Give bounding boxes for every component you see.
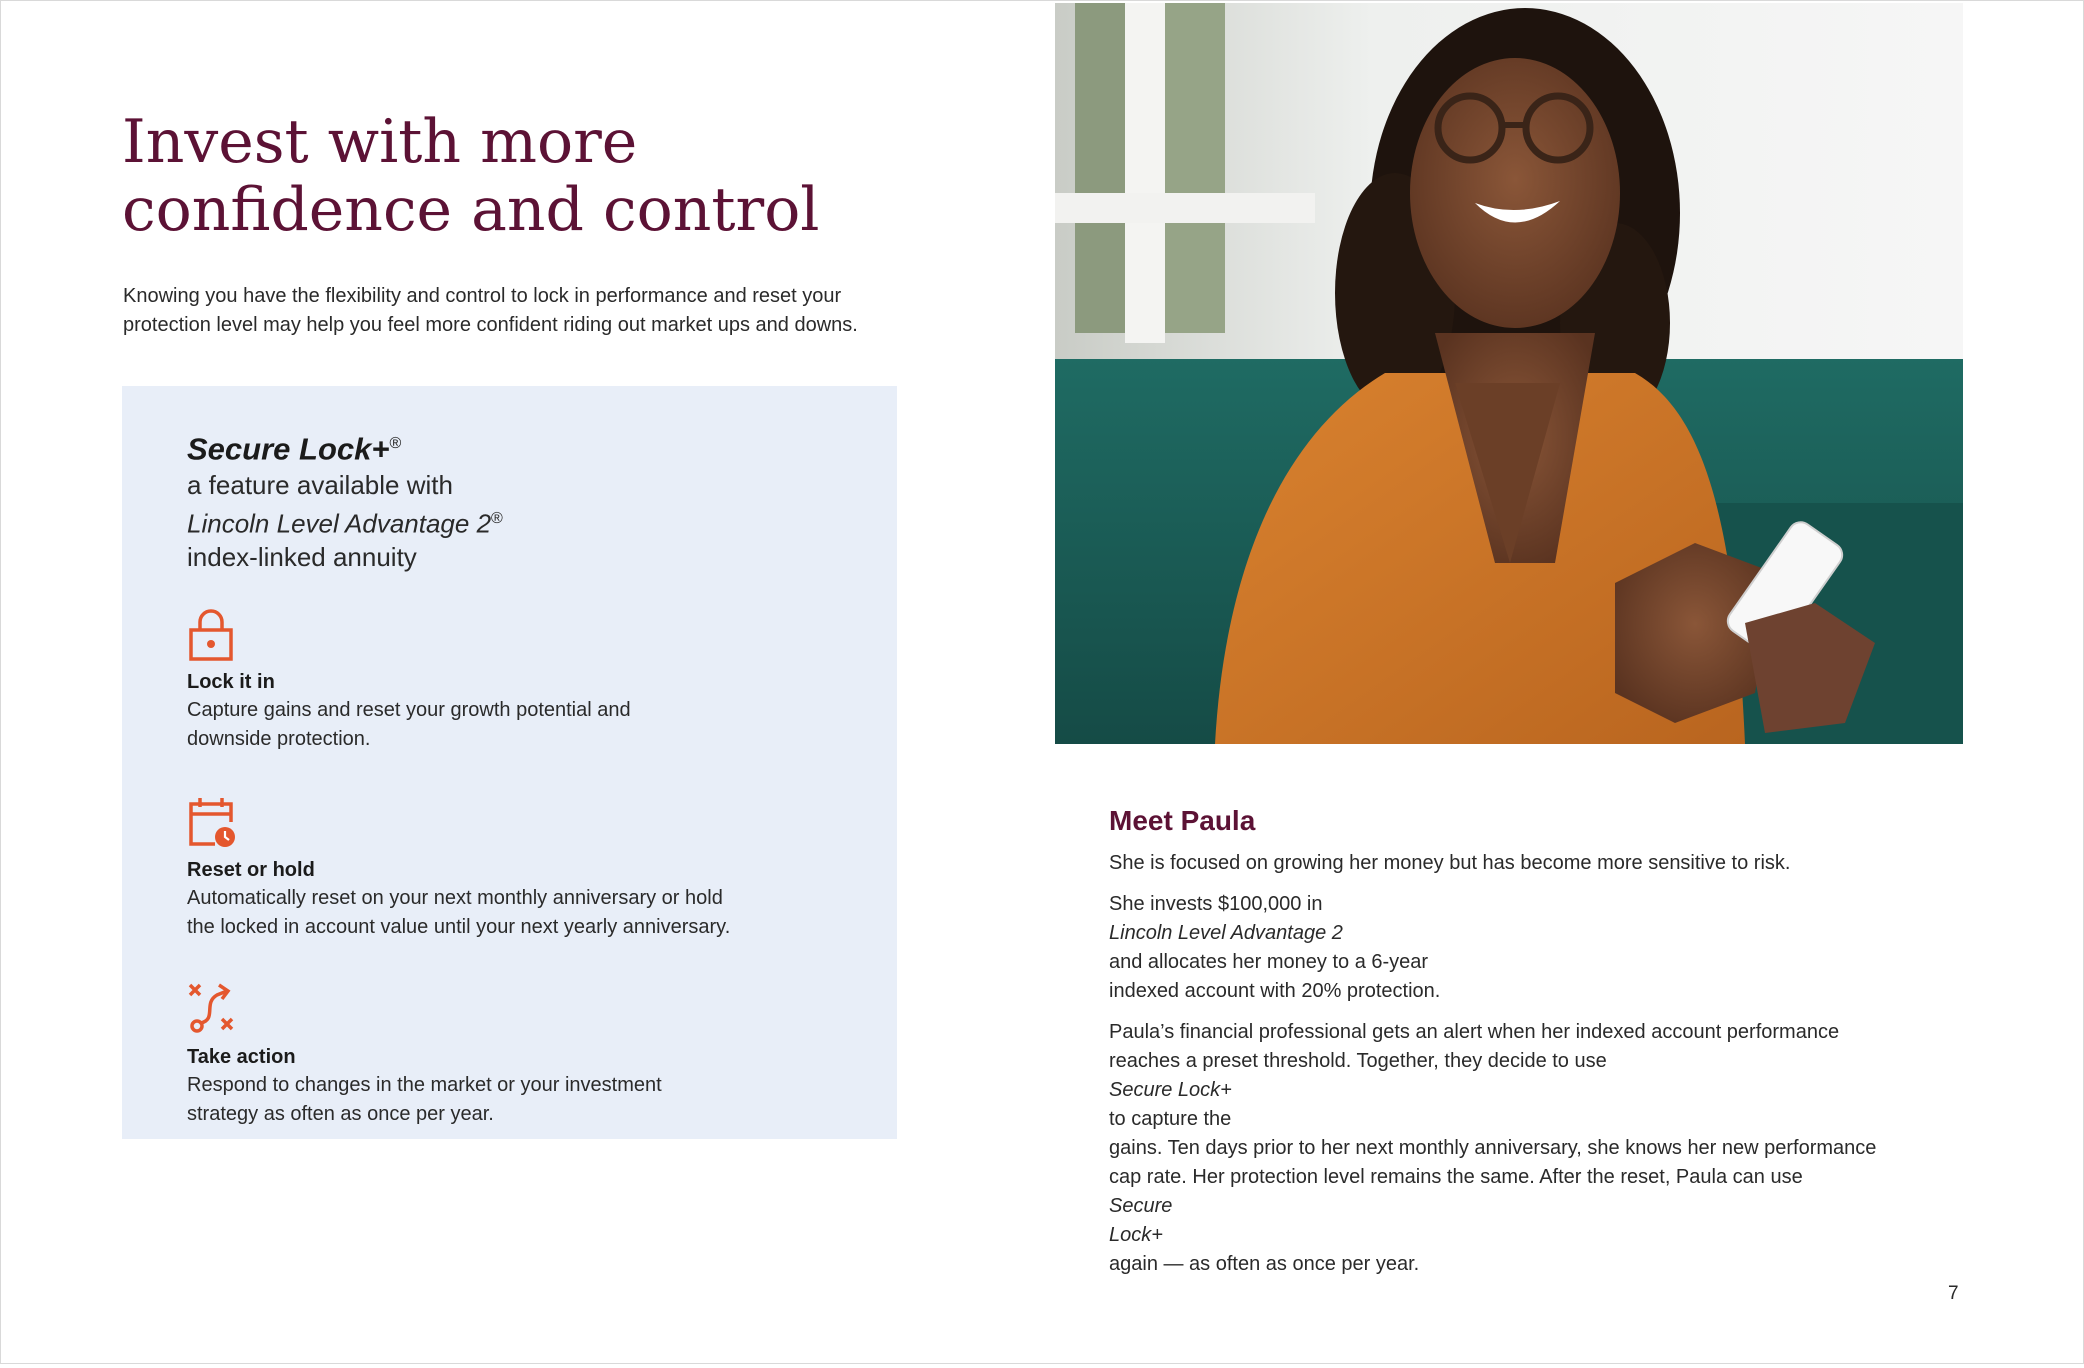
paragraph-line [1109,1163,1929,1221]
registered-mark: ® [389,435,402,452]
description-line: Capture gains and reset your growth potential and [187,699,631,721]
feature-subtitle [187,469,827,574]
description-line: Automatically reset on your next monthly anniversary or hold [187,887,723,909]
text-run: and allocates her money to a 6-year [1109,951,1429,973]
calendar-clock-icon [187,794,235,850]
padlock-icon [187,606,235,662]
text-run: She invests $100,000 in [1109,893,1323,915]
intro-paragraph [123,282,923,340]
meet-paula-section [1109,801,1929,1291]
feature-item-title: Reset or hold [187,859,315,881]
feature-subtitle-line-1 [187,469,827,541]
paragraph-line [1109,890,1929,977]
page-title [122,108,882,244]
feature-item-action [187,981,807,1129]
product-name: Lincoln Level Advantage 2 [187,508,492,539]
strategy-path-icon [187,981,235,1037]
description-line: Respond to changes in the market or your investment [187,1074,662,1096]
feature-item-description [187,696,807,754]
text-run: to capture the [1109,1108,1232,1130]
page-number: 7 [1948,1283,1959,1304]
feature-name [187,424,827,469]
feature-item-description [187,1071,807,1129]
feature-box-content [187,424,827,1125]
product-name: Lincoln Level Advantage 2 [1109,922,1343,944]
page-title-line-2: confidence and control [122,175,820,245]
text-run: reaches a preset threshold. Together, they decide to use [1109,1050,1607,1072]
feature-item-reset [187,794,807,942]
product-registered-mark: ® [491,510,503,528]
paragraph-line: Paula’s financial professional gets an alert when her indexed account performance [1109,1021,1840,1043]
text-run: again — as often as once per year. [1109,1253,1420,1275]
meet-paragraph-2 [1109,890,1929,1006]
feature-subtitle-prefix: a feature available with [187,470,453,501]
paragraph-line [1109,1221,1929,1279]
feature-item-title: Take action [187,1046,296,1068]
meet-paula-title: Meet Paula [1109,805,1256,836]
paragraph-line: gains. Ten days prior to her next monthly anniversary, she knows her new performance [1109,1137,1877,1159]
paragraph-line: She is focused on growing her money but has become more sensitive to risk. [1109,852,1791,874]
feature-item-title: Lock it in [187,671,275,693]
paragraph-line [1109,1047,1929,1134]
feature-item-lock [187,606,807,754]
intro-line-1: Knowing you have the flexibility and control to lock in performance and reset your [123,285,842,307]
feature-name-text: Secure Lock+ [187,431,390,467]
text-run: cap rate. Her protection level remains the same. After the reset, Paula can use [1109,1166,1803,1188]
meet-paragraph-1 [1109,849,1929,878]
feature-subtitle-line-2: index-linked annuity [187,541,417,572]
paragraph-line: indexed account with 20% protection. [1109,980,1441,1002]
intro-line-2: protection level may help you feel more confident riding out market ups and downs. [123,314,858,336]
page-title-line-1: Invest with more [122,107,638,177]
feature-name-inline: Lock+ [1109,1224,1163,1246]
description-line: strategy as often as once per year. [187,1103,494,1125]
meet-paragraph-3 [1109,1018,1929,1279]
feature-item-description [187,884,807,942]
feature-box [122,386,897,1139]
feature-name-inline: Secure Lock+ [1109,1079,1232,1101]
description-line: the locked in account value until your next yearly anniversary. [187,916,731,938]
photo-woman-with-phone [1055,3,1963,744]
feature-name-inline: Secure [1109,1195,1173,1217]
description-line: downside protection. [187,728,371,750]
